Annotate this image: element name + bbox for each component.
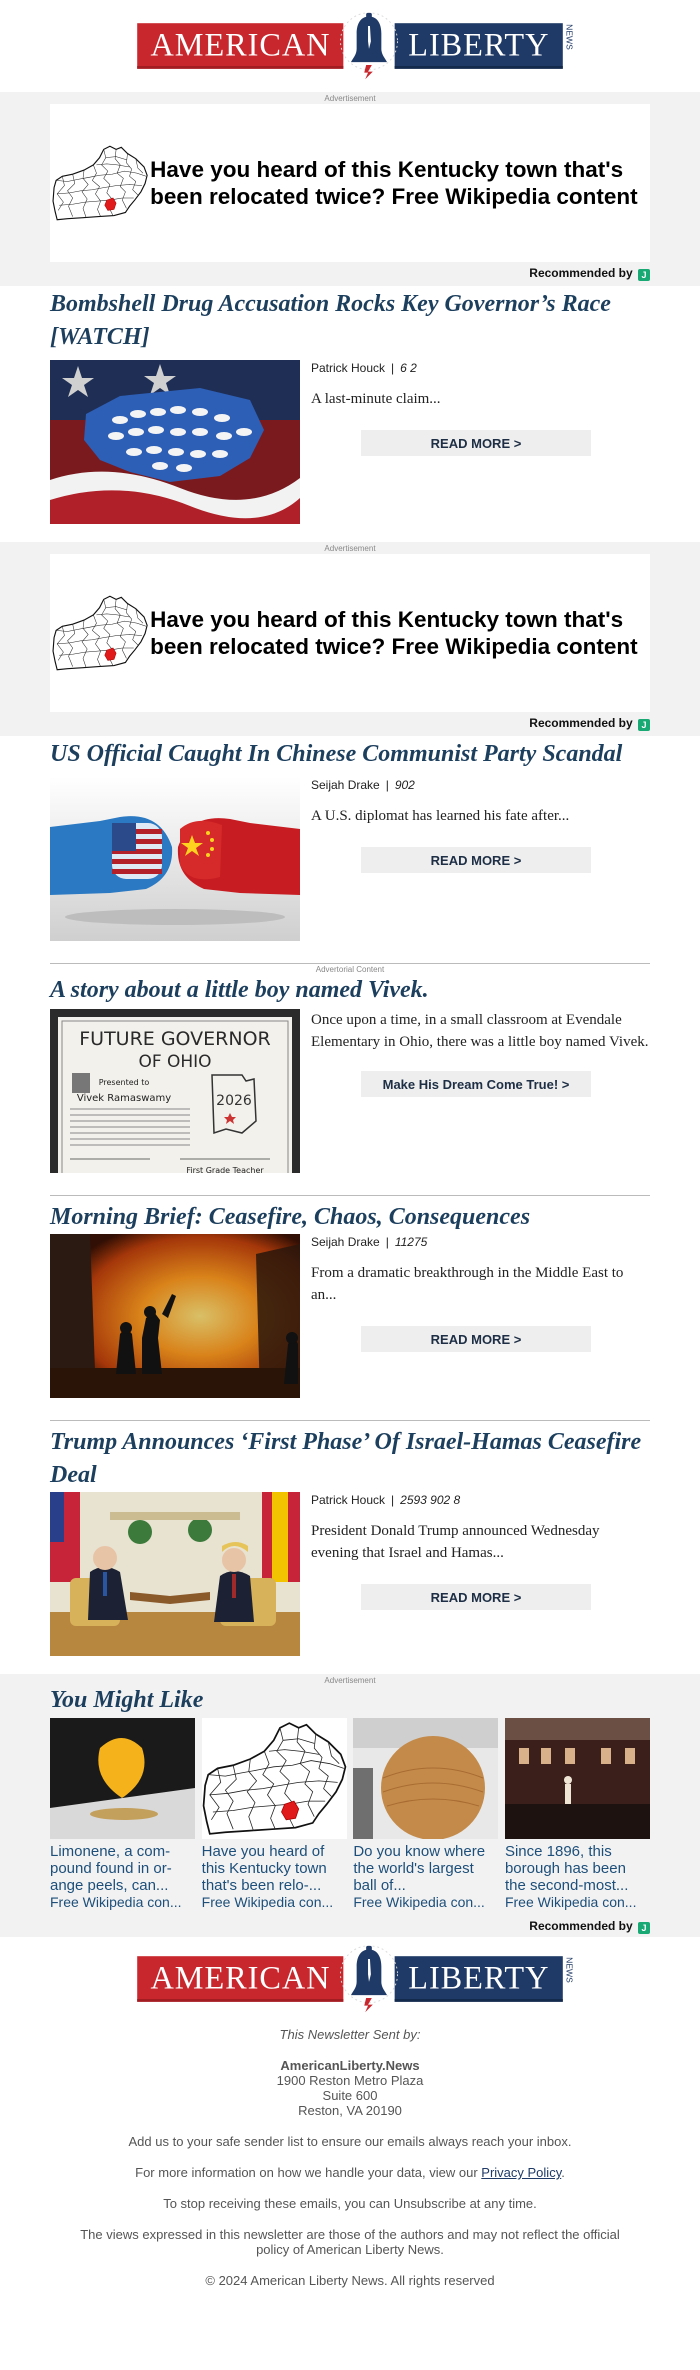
article-image-certificate[interactable]: [50, 1009, 300, 1173]
section-divider: [50, 963, 650, 964]
liberty-bell-icon: [340, 13, 399, 80]
article-meta: Seijah Drake | 11275: [311, 1235, 428, 1249]
view-count: 11275: [394, 1235, 428, 1249]
ad-banner[interactable]: [50, 104, 650, 262]
recommended-headline: Do you know where the world's largest ball of...: [353, 1843, 486, 1894]
privacy-note: For more information on how we handle your data, view our Privacy Policy.: [135, 2165, 565, 2180]
view-count: 902: [394, 778, 415, 792]
kentucky-map-image: [52, 108, 148, 258]
article-title[interactable]: Bombshell Drug Accusation Rocks Key Governor’s Race [WATCH]: [50, 291, 611, 350]
view-count: 2593 902 8: [400, 1493, 461, 1507]
recommended-by[interactable]: Recommended by J: [50, 1919, 650, 1933]
recommender-logo-icon: J: [638, 719, 650, 731]
recommender-logo-icon: J: [638, 269, 650, 281]
read-more-button[interactable]: READ MORE >: [361, 1326, 591, 1352]
article-image-drug-map[interactable]: [50, 360, 300, 524]
article-title[interactable]: A story about a little boy named Vivek.: [50, 977, 429, 1003]
you-might-like-title: You Might Like: [50, 1687, 204, 1713]
article-excerpt: A last-minute claim...: [311, 391, 441, 407]
recommended-source: Free Wikipedia con...: [50, 1894, 182, 1910]
recommended-source: Free Wikipedia con...: [201, 1894, 334, 1910]
make-dream-come-true-button[interactable]: Make His Dream Come True! >: [361, 1071, 591, 1097]
article-title[interactable]: Trump Announces ‘First Phase’ Of Israel-Hamas Ceasefire Deal: [50, 1429, 642, 1488]
author: Seijah Drake: [311, 778, 380, 792]
copyright: © 2024 American Liberty News. All rights reserved: [205, 2273, 495, 2288]
svg-text:Presented to: Presented to: [98, 1078, 150, 1087]
recommended-item[interactable]: [50, 1718, 195, 1911]
recommended-item[interactable]: [353, 1718, 498, 1911]
article-excerpt: Once upon a time, in a small classroom at Evendale Elementary in Ohio, there was a little boy named Vivek.: [311, 1012, 649, 1050]
recommended-item[interactable]: [202, 1718, 347, 1911]
recommended-headline: Limonene, a com-pound found in or-ange peels, can...: [50, 1843, 172, 1894]
ad-label: Advertisement: [324, 94, 376, 103]
ad-label: Advertisement: [324, 544, 376, 553]
article-excerpt: A U.S. diplomat has learned his fate after...: [311, 808, 570, 824]
disclaimer: The views expressed in this newsletter are those of the authors and may not reflect the official policy of American Liberty News.: [80, 2227, 620, 2257]
ad-text: Have you heard of this Kentucky town that's been relocated twice? Free Wikipedia content: [150, 157, 638, 209]
article-card: [50, 288, 650, 524]
article-card: [50, 738, 650, 941]
logo-text-american: AMERICAN: [137, 23, 343, 69]
recommended-image-kentucky-map: [202, 1718, 347, 1839]
author: Patrick Houck: [311, 1493, 386, 1507]
logo-text-liberty: LIBERTY: [395, 1956, 563, 2002]
ad-banner[interactable]: [50, 554, 650, 712]
header-logo[interactable]: [0, 0, 700, 92]
author: Patrick Houck: [311, 361, 386, 375]
article-meta: Patrick Houck | 6 2: [311, 361, 417, 375]
unsubscribe-note[interactable]: To stop receiving these emails, you can Unsubscribe at any time.: [163, 2196, 537, 2211]
you-might-like-section: [0, 1674, 700, 1937]
read-more-button[interactable]: READ MORE >: [361, 847, 591, 873]
liberty-bell-icon: [340, 1946, 399, 2013]
svg-text:Vivek Ramaswamy: Vivek Ramaswamy: [76, 1093, 172, 1104]
article-excerpt: From a dramatic breakthrough in the Middle East to an...: [311, 1265, 624, 1303]
article-excerpt: President Donald Trump announced Wednesday evening that Israel and Hamas...: [311, 1523, 600, 1561]
address-line: Reston, VA 20190: [298, 2103, 402, 2118]
recommended-image-twine-ball: [353, 1718, 498, 1839]
recommended-image-orange-peel: [50, 1718, 195, 1839]
recommended-source: Free Wikipedia con...: [353, 1894, 485, 1910]
advertorial-label: Advertorial Content: [315, 965, 385, 974]
footer-logo[interactable]: [0, 1937, 700, 2021]
kentucky-map-image: [52, 558, 148, 708]
org-name: AmericanLiberty.News: [280, 2058, 420, 2073]
logo-text-news: NEWS: [564, 24, 575, 50]
recommended-by[interactable]: Recommended by J: [50, 266, 650, 280]
recommended-headline: Have you heard of this Kentucky town that's been relo-...: [201, 1843, 327, 1894]
recommended-source: Free Wikipedia con...: [504, 1894, 637, 1910]
recommended-item[interactable]: [505, 1718, 650, 1911]
read-more-button[interactable]: READ MORE >: [361, 1584, 591, 1610]
article-title[interactable]: US Official Caught In Chinese Communist Party Scandal: [50, 741, 623, 767]
svg-text:FUTURE GOVERNOR: FUTURE GOVERNOR: [79, 1028, 271, 1050]
footer: [0, 2027, 700, 2288]
sent-by-label: This Newsletter Sent by:: [279, 2027, 421, 2042]
article-image-oval-office[interactable]: [50, 1492, 300, 1656]
article-image-boxing-gloves[interactable]: [50, 777, 300, 941]
article-image-fire[interactable]: [50, 1234, 300, 1398]
article-title[interactable]: Morning Brief: Ceasefire, Chaos, Consequences: [50, 1204, 531, 1230]
recommender-logo-icon: J: [638, 1922, 650, 1934]
safe-sender-note: Add us to your safe sender list to ensure our emails always reach your inbox.: [128, 2134, 572, 2149]
article-card: [50, 1201, 650, 1398]
logo-text-american: AMERICAN: [137, 1956, 343, 2002]
address-line: 1900 Reston Metro Plaza: [276, 2073, 424, 2088]
address-line: Suite 600: [322, 2088, 378, 2103]
article-meta: Seijah Drake | 902: [311, 778, 415, 792]
recommended-image-borough-street: [505, 1718, 650, 1839]
logo-text-news: NEWS: [564, 1957, 575, 1983]
read-more-button[interactable]: READ MORE >: [361, 430, 591, 456]
svg-text:OF OHIO: OF OHIO: [138, 1052, 212, 1072]
privacy-policy-link[interactable]: Privacy Policy: [481, 2165, 562, 2180]
section-divider: [50, 1420, 650, 1421]
svg-text:2026: 2026: [216, 1093, 252, 1109]
recommended-headline: Since 1896, this borough has been the second-most...: [504, 1843, 629, 1894]
ad-text: Have you heard of this Kentucky town that's been relocated twice? Free Wikipedia content: [150, 607, 638, 659]
recommended-by[interactable]: Recommended by J: [50, 716, 650, 730]
view-count: 6 2: [400, 361, 417, 375]
ad-section: [0, 542, 700, 736]
article-meta: Patrick Houck | 2593 902 8: [311, 1493, 461, 1507]
logo-text-liberty: LIBERTY: [395, 23, 563, 69]
article-card: [50, 1426, 650, 1656]
author: Seijah Drake: [311, 1235, 380, 1249]
ad-label: Advertisement: [324, 1676, 376, 1685]
svg-text:First Grade Teacher: First Grade Teacher: [186, 1166, 264, 1173]
advertorial-card: [50, 965, 650, 1173]
ad-section: [0, 92, 700, 286]
section-divider: [50, 1195, 650, 1196]
